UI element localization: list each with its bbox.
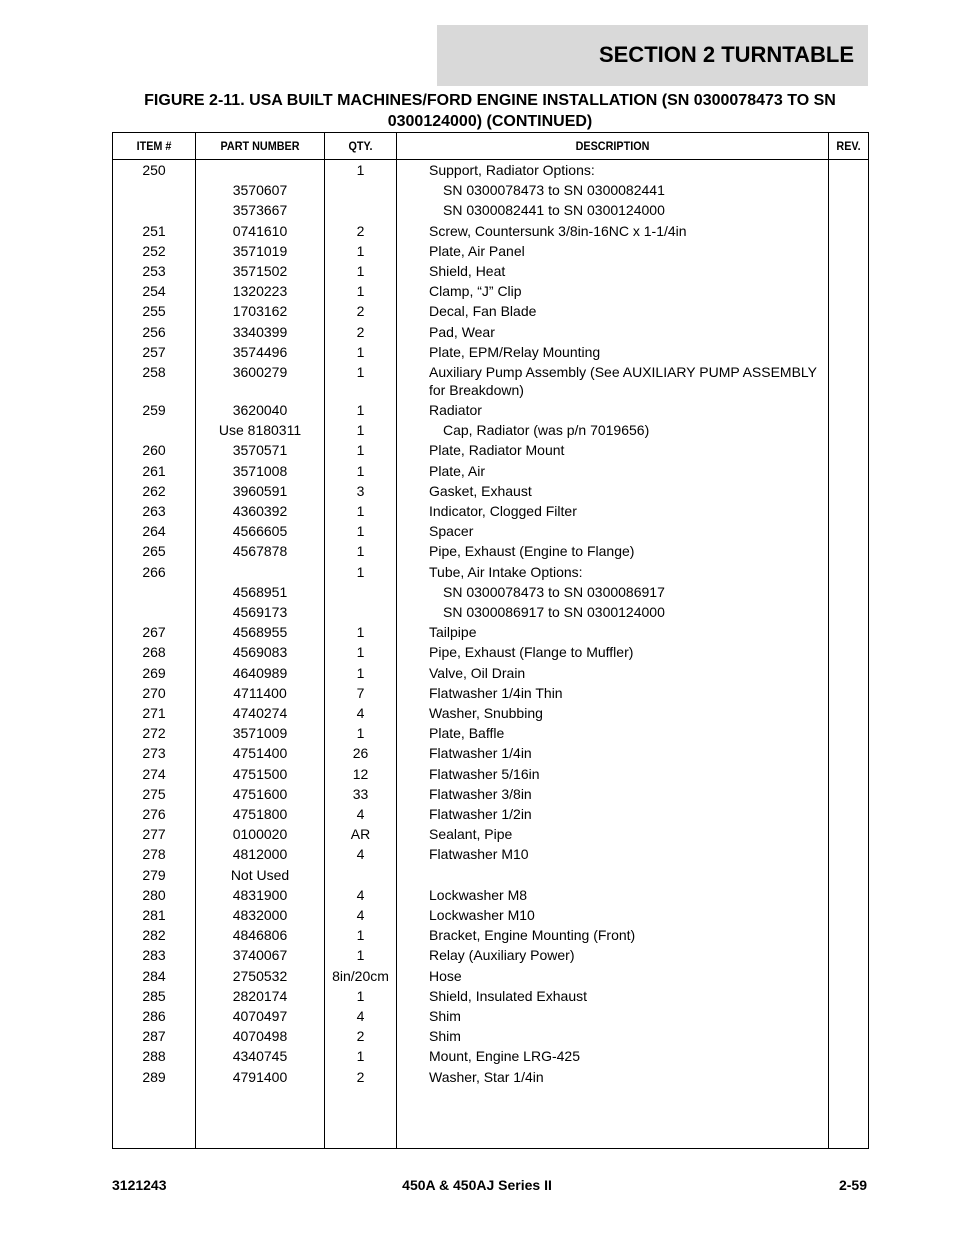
- item-number: 259: [142, 402, 166, 418]
- part-number: 1703162: [232, 303, 288, 320]
- part-number: 3571009: [232, 725, 288, 742]
- part-number: 3571008: [232, 462, 288, 479]
- part-number: 3570607: [232, 182, 288, 199]
- description: Plate, EPM/Relay Mounting: [429, 343, 601, 360]
- item-number: 260: [142, 442, 166, 459]
- part-number: 3570571: [232, 442, 288, 459]
- part-number: 3571502: [232, 263, 288, 279]
- item-number: 263: [142, 503, 166, 519]
- figure-title: [110, 90, 870, 132]
- item-number: 253: [142, 263, 166, 279]
- description: Shim: [429, 1008, 461, 1024]
- part-number: 4070498: [232, 1028, 288, 1045]
- footer-doc-number: 3121243: [112, 1177, 167, 1193]
- header-qty: QTY.: [348, 139, 373, 153]
- quantity: 4: [356, 705, 365, 721]
- description: Plate, Baffle: [429, 725, 505, 742]
- description: Flatwasher 3/8in: [429, 785, 532, 802]
- quantity: 1: [356, 442, 365, 459]
- quantity: 2: [356, 303, 365, 320]
- item-number: 278: [142, 846, 166, 863]
- description: SN 0300078473 to SN 0300086917: [443, 583, 665, 600]
- header-item: ITEM #: [136, 139, 172, 153]
- description: Plate, Radiator Mount: [429, 442, 565, 459]
- parts-table: [112, 132, 869, 1149]
- description: Hose: [429, 967, 462, 984]
- item-number: 256: [142, 323, 166, 340]
- description: Bracket, Engine Mounting (Front): [429, 927, 636, 944]
- item-number: 269: [142, 664, 166, 681]
- item-number: 268: [142, 644, 166, 661]
- quantity: 12: [352, 765, 369, 782]
- description: Pipe, Exhaust (Engine to Flange): [429, 543, 635, 560]
- description: Decal, Fan Blade: [429, 303, 537, 320]
- description: Auxiliary Pump Assembly (See AUXILIARY PUMP ASSEMBLY for Breakdown): [429, 364, 817, 398]
- part-number: 4740274: [232, 705, 288, 721]
- item-number: 287: [142, 1028, 166, 1045]
- figure-title-line-1: FIGURE 2-11. USA BUILT MACHINES/FORD ENGINE INSTALLATION (SN 0300078473 TO SN: [144, 92, 836, 109]
- description: Shield, Insulated Exhaust: [429, 987, 587, 1004]
- part-number: 4568951: [232, 583, 288, 600]
- quantity: 1: [356, 462, 365, 479]
- quantity: 2: [356, 1068, 365, 1085]
- description: Spacer: [429, 523, 474, 540]
- quantity: 4: [356, 806, 365, 822]
- part-number: 4711400: [233, 684, 287, 701]
- part-number: 4568955: [232, 624, 288, 641]
- part-number: 4791400: [232, 1068, 288, 1085]
- item-number: 288: [142, 1048, 166, 1065]
- part-number: 3620040: [232, 402, 288, 418]
- description: Flatwasher 1/4in Thin: [429, 684, 563, 701]
- description: Indicator, Clogged Filter: [429, 503, 577, 519]
- item-number: 282: [142, 927, 166, 944]
- quantity: 1: [356, 402, 365, 418]
- item-number: 261: [142, 462, 166, 479]
- part-number: 4751600: [232, 785, 288, 802]
- item-number: 276: [142, 806, 166, 822]
- quantity: 1: [356, 162, 365, 178]
- item-number: 265: [142, 543, 166, 560]
- quantity: 1: [356, 343, 365, 360]
- part-number: 0100020: [232, 826, 288, 843]
- part-number: 4846806: [232, 927, 288, 944]
- description: Plate, Air: [429, 462, 486, 479]
- description: Radiator: [429, 402, 482, 418]
- part-number: 2820174: [232, 987, 288, 1004]
- part-number: 3574496: [232, 343, 288, 360]
- part-number: 2750532: [232, 967, 288, 984]
- part-number: 3740067: [232, 947, 288, 964]
- item-number: 262: [142, 482, 166, 499]
- item-number: 286: [142, 1008, 166, 1024]
- description: Flatwasher 1/4in: [429, 745, 532, 762]
- footer-page-number: 2-59: [838, 1177, 867, 1193]
- quantity: 2: [356, 1028, 365, 1045]
- quantity: 1: [356, 563, 365, 580]
- description: Sealant, Pipe: [429, 826, 513, 843]
- description: Shim: [429, 1028, 461, 1045]
- description: Mount, Engine LRG-425: [429, 1048, 580, 1065]
- description: SN 0300078473 to SN 0300082441: [443, 182, 665, 199]
- part-number: 4831900: [232, 886, 288, 903]
- part-number: 4569173: [232, 604, 288, 620]
- item-number: 250: [142, 162, 166, 178]
- part-number: 3960591: [232, 482, 288, 499]
- quantity: 1: [356, 644, 365, 661]
- description: Lockwasher M8: [429, 886, 528, 903]
- part-number: 3340399: [232, 323, 288, 340]
- description: Flatwasher 5/16in: [429, 765, 540, 782]
- part-number: 1320223: [232, 283, 288, 300]
- description: SN 0300082441 to SN 0300124000: [443, 202, 665, 219]
- part-number: 3573667: [232, 202, 288, 219]
- item-number: 283: [142, 947, 166, 964]
- item-number: 258: [142, 364, 166, 380]
- quantity: 1: [356, 503, 365, 519]
- description: Lockwasher M10: [429, 907, 535, 923]
- part-number: 4070497: [232, 1008, 288, 1024]
- quantity: 1: [356, 624, 365, 641]
- description: SN 0300086917 to SN 0300124000: [443, 604, 665, 620]
- quantity: 1: [356, 947, 365, 964]
- description: Tube, Air Intake Options:: [429, 563, 583, 580]
- quantity: 1: [356, 283, 365, 300]
- item-number: 271: [142, 705, 166, 721]
- item-number: 277: [142, 826, 166, 843]
- footer-model: 450A & 450AJ Series II: [402, 1177, 552, 1193]
- part-number: 4751800: [232, 806, 288, 822]
- quantity: 7: [356, 684, 365, 701]
- item-number: 266: [142, 563, 166, 580]
- description: Shield, Heat: [429, 263, 506, 279]
- part-number: 3571019: [232, 242, 288, 259]
- item-number: 252: [142, 242, 166, 259]
- item-number: 289: [142, 1068, 166, 1085]
- table-header-row: [113, 133, 868, 160]
- description: Screw, Countersunk 3/8in-16NC x 1-1/4in: [429, 222, 687, 239]
- quantity: 1: [356, 1048, 365, 1065]
- description: Washer, Star 1/4in: [429, 1068, 544, 1085]
- quantity: 8in/20cm: [332, 967, 389, 984]
- item-number: 285: [142, 987, 166, 1004]
- item-number: 255: [142, 303, 166, 320]
- quantity: 4: [356, 1008, 365, 1024]
- header-rev: REV.: [836, 139, 861, 153]
- part-number: 4751400: [232, 745, 288, 762]
- item-number: 284: [142, 967, 166, 984]
- part-number: Use 8180311: [218, 422, 302, 439]
- item-number: 257: [142, 343, 166, 360]
- quantity: 2: [356, 222, 365, 239]
- quantity: 1: [356, 664, 365, 681]
- item-number: 275: [142, 785, 166, 802]
- description: Flatwasher 1/2in: [429, 806, 532, 822]
- quantity: 1: [356, 263, 365, 279]
- part-number: 0741610: [232, 222, 288, 239]
- quantity: AR: [350, 826, 371, 843]
- section-header-bar: [437, 25, 868, 86]
- figure-title-line-2: 0300124000) (CONTINUED): [387, 113, 593, 130]
- quantity: 4: [356, 886, 365, 903]
- description: Gasket, Exhaust: [429, 482, 532, 499]
- quantity: 1: [356, 364, 365, 380]
- part-number: 4832000: [232, 907, 288, 923]
- part-number: 3600279: [232, 364, 288, 380]
- item-number: 267: [142, 624, 166, 641]
- part-number: 4640989: [232, 664, 288, 681]
- item-number: 254: [142, 283, 166, 300]
- item-number: 264: [142, 523, 166, 540]
- quantity: 1: [356, 422, 365, 439]
- part-number: 4567878: [232, 543, 288, 560]
- quantity: 1: [356, 987, 365, 1004]
- description: Washer, Snubbing: [429, 705, 543, 721]
- description: Relay (Auxiliary Power): [429, 947, 575, 964]
- quantity: 1: [356, 927, 365, 944]
- item-number: 280: [142, 886, 166, 903]
- quantity: 1: [356, 725, 365, 742]
- section-title: SECTION 2 TURNTABLE: [598, 42, 854, 67]
- part-number: 4360392: [232, 503, 288, 519]
- header-part-number: PART NUMBER: [220, 139, 300, 153]
- item-number: 274: [142, 765, 166, 782]
- quantity: 2: [356, 323, 365, 340]
- quantity: 1: [356, 242, 365, 259]
- quantity: 1: [356, 523, 365, 540]
- description: Pad, Wear: [429, 323, 495, 340]
- item-number: 281: [142, 907, 166, 923]
- description: Plate, Air Panel: [429, 242, 525, 259]
- item-number: 279: [142, 866, 166, 883]
- item-number: 251: [142, 222, 166, 239]
- description: Support, Radiator Options:: [429, 162, 595, 178]
- column-divider: [396, 133, 397, 1148]
- description: Valve, Oil Drain: [429, 664, 526, 681]
- description: Flatwasher M10: [429, 846, 529, 863]
- part-number: 4569083: [232, 644, 288, 661]
- part-number: 4340745: [232, 1048, 288, 1065]
- quantity: 4: [356, 846, 365, 863]
- quantity: 1: [356, 543, 365, 560]
- part-number: 4751500: [232, 765, 288, 782]
- part-number: Not Used: [230, 866, 290, 883]
- quantity: 4: [356, 907, 365, 923]
- quantity: 3: [356, 482, 365, 499]
- item-number: 272: [142, 725, 166, 742]
- description: Cap, Radiator (was p/n 7019656): [443, 422, 650, 439]
- quantity: 26: [352, 745, 369, 762]
- description: Tailpipe: [429, 624, 477, 641]
- header-description: DESCRIPTION: [575, 139, 650, 153]
- quantity: 33: [352, 785, 369, 802]
- description: Clamp, “J” Clip: [429, 283, 522, 300]
- part-number: 4812000: [232, 846, 288, 863]
- part-number: 4566605: [232, 523, 288, 540]
- description: Pipe, Exhaust (Flange to Muffler): [429, 644, 634, 661]
- item-number: 273: [142, 745, 166, 762]
- item-number: 270: [142, 684, 166, 701]
